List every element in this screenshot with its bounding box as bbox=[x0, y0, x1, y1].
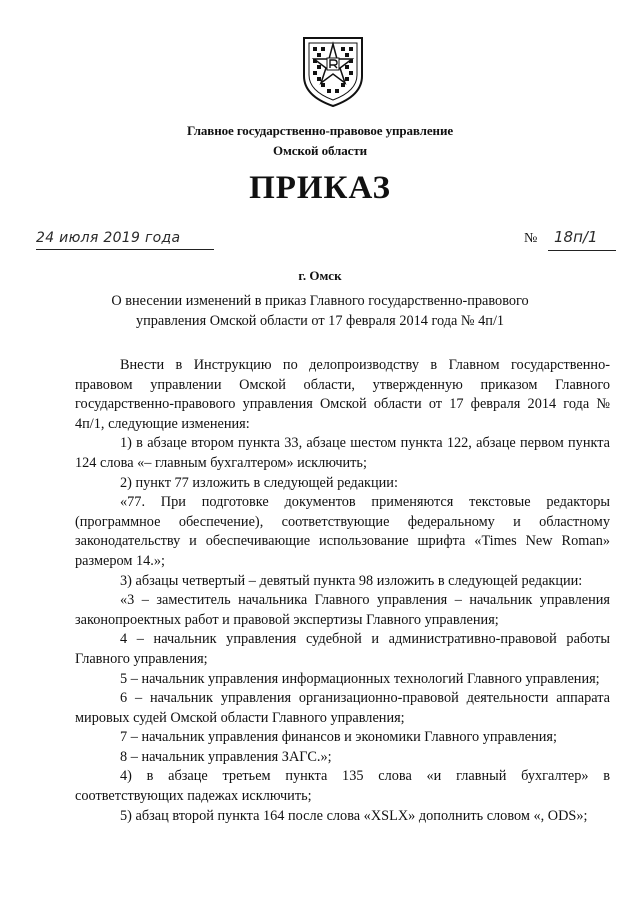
paragraph-item-3-sub6: 6 – начальник управления организационно-правовой деятельности аппарата мировых судей Омской области Главного управления; bbox=[75, 690, 610, 726]
paragraph-item-3-sub7: 7 – начальник управления финансов и экономики Главного управления; bbox=[120, 729, 557, 746]
document-title: ПРИКАЗ bbox=[249, 170, 391, 206]
number-underline bbox=[548, 250, 616, 251]
handwritten-date: 24 июля 2019 года bbox=[36, 230, 181, 246]
order-number-label: № bbox=[524, 231, 538, 246]
paragraph-item-3-sub4: 4 – начальник управления судебной и административно-правовой работы Главного управления; bbox=[75, 631, 610, 667]
paragraph-item-3-sub3: «3 – заместитель начальника Главного управления – начальник управления законопроектных работ и правовой экспертизы Главного управления; bbox=[75, 592, 610, 628]
paragraph-item-5: 5) абзац второй пункта 164 после слова «XSLX» дополнить словом «, ODS»; bbox=[120, 807, 588, 824]
organization-name-line1: Главное государственно-правовое управление bbox=[186, 123, 453, 138]
order-body bbox=[75, 356, 610, 826]
paragraph-item-2: 2) пункт 77 изложить в следующей редакции: bbox=[120, 474, 398, 491]
handwritten-order-number: 18п/1 bbox=[554, 228, 598, 246]
paragraph-item-3-sub8: 8 – начальник управления ЗАГС.»; bbox=[120, 748, 332, 765]
paragraph-intro: Внести в Инструкцию по делопроизводству в Главном государственно-правовом управлении Омской области, утвержденную приказом Главного государственно-правового управления Омской области от 17 февраля 2014 года № 4п/1, следующие изменения: bbox=[75, 357, 610, 432]
organization-name-line2: Омской области bbox=[272, 143, 367, 158]
paragraph-item-1: 1) в абзаце втором пункта 33, абзаце шестом пункта 122, абзаце первом пункта 124 слова «– главным бухгалтером» исключить; bbox=[75, 435, 610, 471]
paragraph-item-3: 3) абзацы четвертый – девятый пункта 98 изложить в следующей редакции: bbox=[120, 572, 583, 589]
date-underline bbox=[36, 249, 214, 250]
paragraph-item-2-text: «77. При подготовке документов применяются текстовые редакторы (программное обеспечение), соответствующие федеральному и областному законодательству и обеспечивающие использование шрифта «Times New Roman» размером 14.»; bbox=[75, 494, 610, 569]
order-subject bbox=[0, 291, 640, 331]
coat-of-arms-emblem bbox=[300, 32, 366, 108]
subject-line2: управления Омской области от 17 февраля 2014 года № 4п/1 bbox=[135, 313, 505, 329]
paragraph-item-4: 4) в абзаце третьем пункта 135 слова «и главный бухгалтер» в соответствующих падежах исключить; bbox=[75, 768, 610, 805]
subject-line1: О внесении изменений в приказ Главного государственно-правового bbox=[111, 293, 529, 309]
city-label: г. Омск bbox=[298, 268, 342, 283]
paragraph-item-3-sub5: 5 – начальник управления информационных технологий Главного управления; bbox=[120, 670, 600, 687]
